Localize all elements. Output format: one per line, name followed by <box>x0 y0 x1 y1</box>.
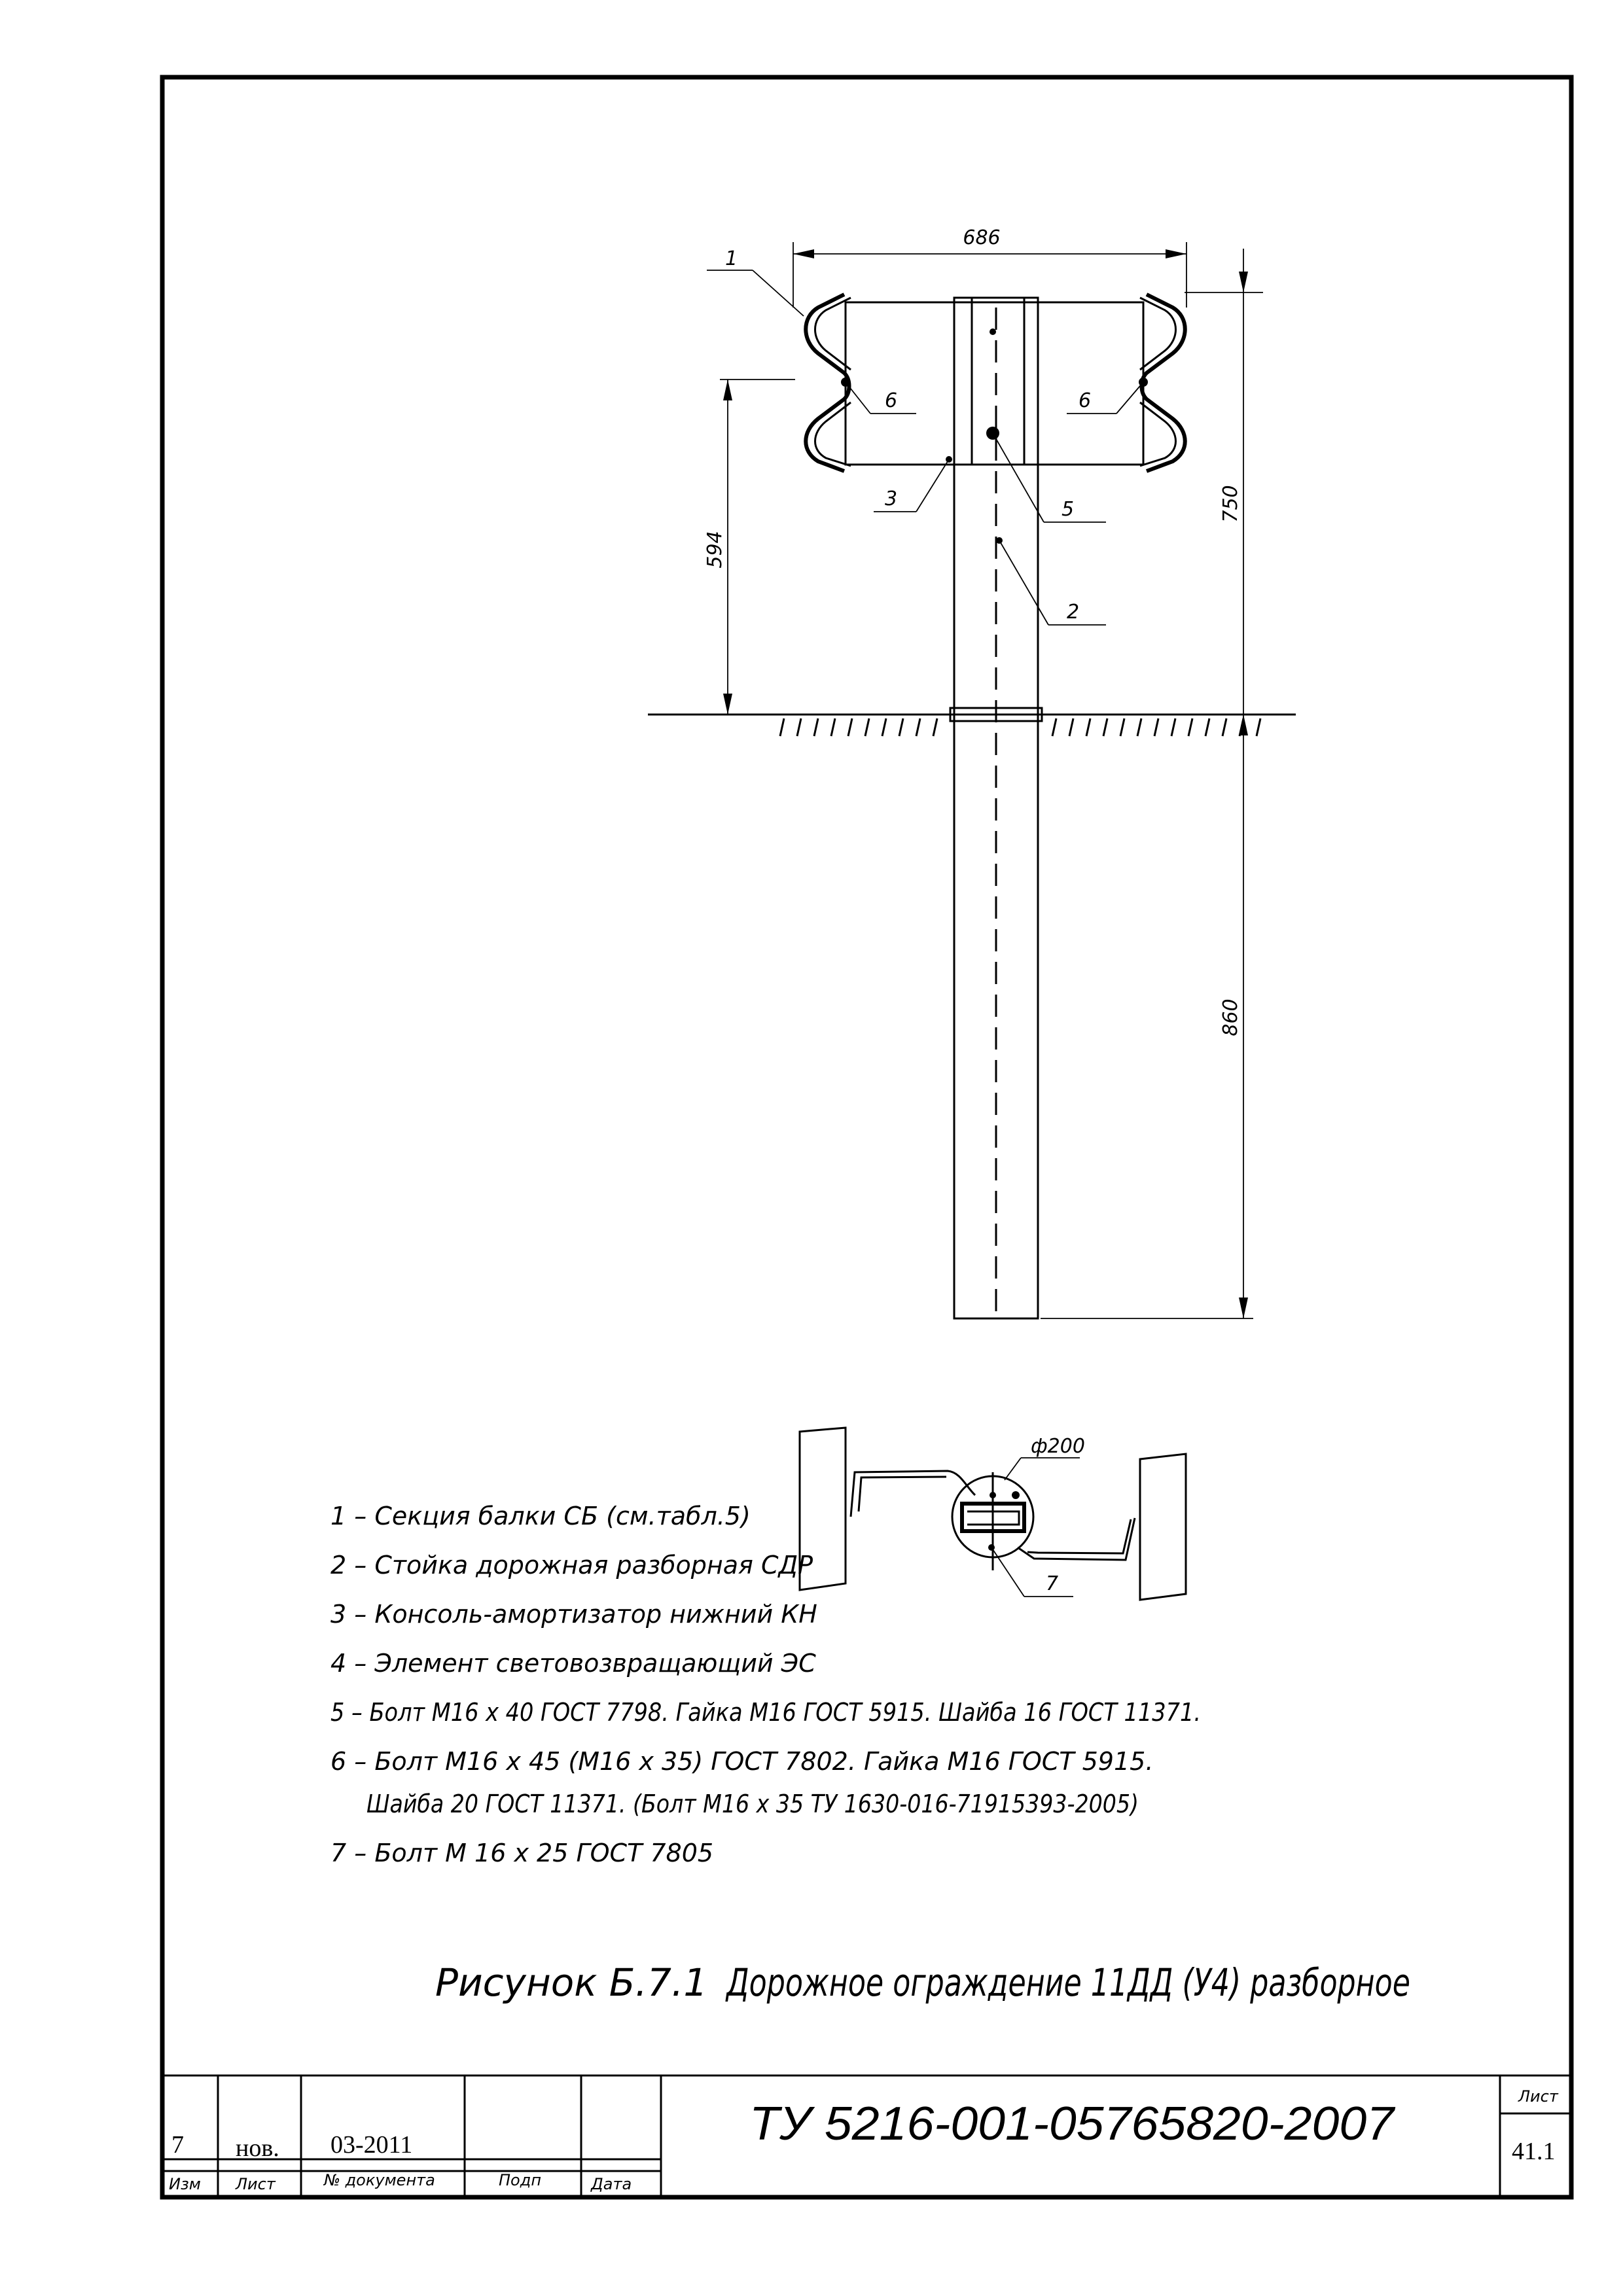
caption-title: Дорожное ограждение 11ДД (У4) разборное <box>724 1960 1410 2005</box>
revision-doc: 03-2011 <box>330 2131 413 2159</box>
plan-view <box>800 1428 1186 1600</box>
elevation-view <box>648 226 1296 1318</box>
dimension-height-upper-label: 750 <box>1219 485 1242 523</box>
dimension-depth <box>1041 715 1253 1318</box>
callout-5 <box>993 433 1106 522</box>
ground-hatch-tick <box>1120 718 1124 736</box>
ground-hatch-tick <box>1257 718 1260 736</box>
w-beam-right <box>1142 294 1185 471</box>
ground-hatch-tick <box>848 718 852 736</box>
ground-hatch-tick <box>1171 718 1175 736</box>
legend-item-1: 1 – Секция балки СБ (см.табл.5) <box>330 1502 751 1530</box>
dimension-depth-label: 860 <box>1219 998 1242 1036</box>
legend-item-6: 6 – Болт М16 х 45 (М16 х 35) ГОСТ 7802. Гайка М16 ГОСТ 5915. <box>330 1747 1154 1776</box>
ground-hatch-tick <box>1188 718 1192 736</box>
ground-hatch-tick <box>797 718 801 736</box>
callout-5-label: 5 <box>1061 498 1075 521</box>
bracket <box>972 298 1024 465</box>
title-block <box>162 2075 1571 2197</box>
sheet-frame <box>162 77 1571 2197</box>
ground-hatch-tick <box>1052 718 1056 736</box>
ground-hatch-tick <box>1137 718 1141 736</box>
callout-7-label: 7 <box>1046 1572 1059 1595</box>
revision-izm: 7 <box>171 2131 184 2159</box>
ground-hatch-tick <box>814 718 818 736</box>
header-data: Дата <box>591 2175 632 2193</box>
document-code: ТУ 5216-001-05765820-2007 <box>749 2098 1397 2150</box>
callout-2-label: 2 <box>1067 601 1080 624</box>
ground-hatch-tick <box>882 718 886 736</box>
legend-item-7: 7 – Болт М 16 х 25 ГОСТ 7805 <box>330 1839 714 1867</box>
ground-hatch-tick <box>1086 718 1090 736</box>
header-izm: Изм <box>169 2175 201 2193</box>
header-doc: № документа <box>324 2171 435 2189</box>
ground-hatch-tick <box>780 718 784 736</box>
figure-caption <box>435 1960 1410 2005</box>
ground-hatch-tick <box>899 718 903 736</box>
callout-2 <box>996 537 1106 625</box>
callout-1 <box>707 247 804 316</box>
callout-diameter-label: ф200 <box>1031 1435 1085 1458</box>
callout-3-label: 3 <box>885 487 898 510</box>
callout-6-left <box>846 382 916 414</box>
legend-item-5: 5 – Болт М16 х 40 ГОСТ 7798. Гайка М16 ГОСТ 5915. Шайба 16 ГОСТ 11371. <box>330 1698 1201 1727</box>
ground-hatch-tick <box>1222 718 1226 736</box>
legend-item-2: 2 – Стойка дорожная разборная СДР <box>330 1551 813 1580</box>
legend-item-6-continued: Шайба 20 ГОСТ 11371. (Болт М16 х 35 ТУ 1630-016-71915393-2005) <box>366 1790 1139 1818</box>
dimension-width <box>793 226 1186 308</box>
plan-plate-right <box>1140 1454 1186 1600</box>
legend-item-4: 4 – Элемент световозвращающий ЭС <box>330 1649 816 1678</box>
console-plate <box>846 302 1143 465</box>
dimension-height-above-ground-label: 594 <box>704 531 726 569</box>
caption-number: Рисунок Б.7.1 <box>435 1960 708 2005</box>
ground-hatch-tick <box>1103 718 1107 736</box>
ground-hatch-tick <box>1205 718 1209 736</box>
legend-item-3: 3 – Консоль-амортизатор нижний КН <box>330 1600 817 1629</box>
ground-hatch-tick <box>933 718 937 736</box>
dimension-height-upper <box>1219 249 1248 735</box>
ground-hatch-tick <box>831 718 835 736</box>
callout-diameter <box>1005 1435 1085 1480</box>
dimension-width-label: 686 <box>963 226 1001 249</box>
dimension-height-above-ground <box>704 380 795 715</box>
callout-6-right-label: 6 <box>1079 389 1092 412</box>
callout-1-label: 1 <box>725 247 738 270</box>
revision-list: нов. <box>236 2134 279 2162</box>
ground-hatch-tick <box>916 718 920 736</box>
callout-6-right <box>1067 382 1143 414</box>
callout-6-left-label: 6 <box>885 389 898 412</box>
legend <box>330 1502 1201 1867</box>
ground-hatch-tick <box>865 718 869 736</box>
sheet-number: 41.1 <box>1512 2138 1556 2165</box>
header-list: Лист <box>236 2175 276 2193</box>
sheet-label: Лист <box>1518 2087 1558 2106</box>
ground-hatch-tick <box>1069 718 1073 736</box>
header-podp: Подп <box>499 2171 542 2189</box>
ground-hatch-tick <box>1154 718 1158 736</box>
